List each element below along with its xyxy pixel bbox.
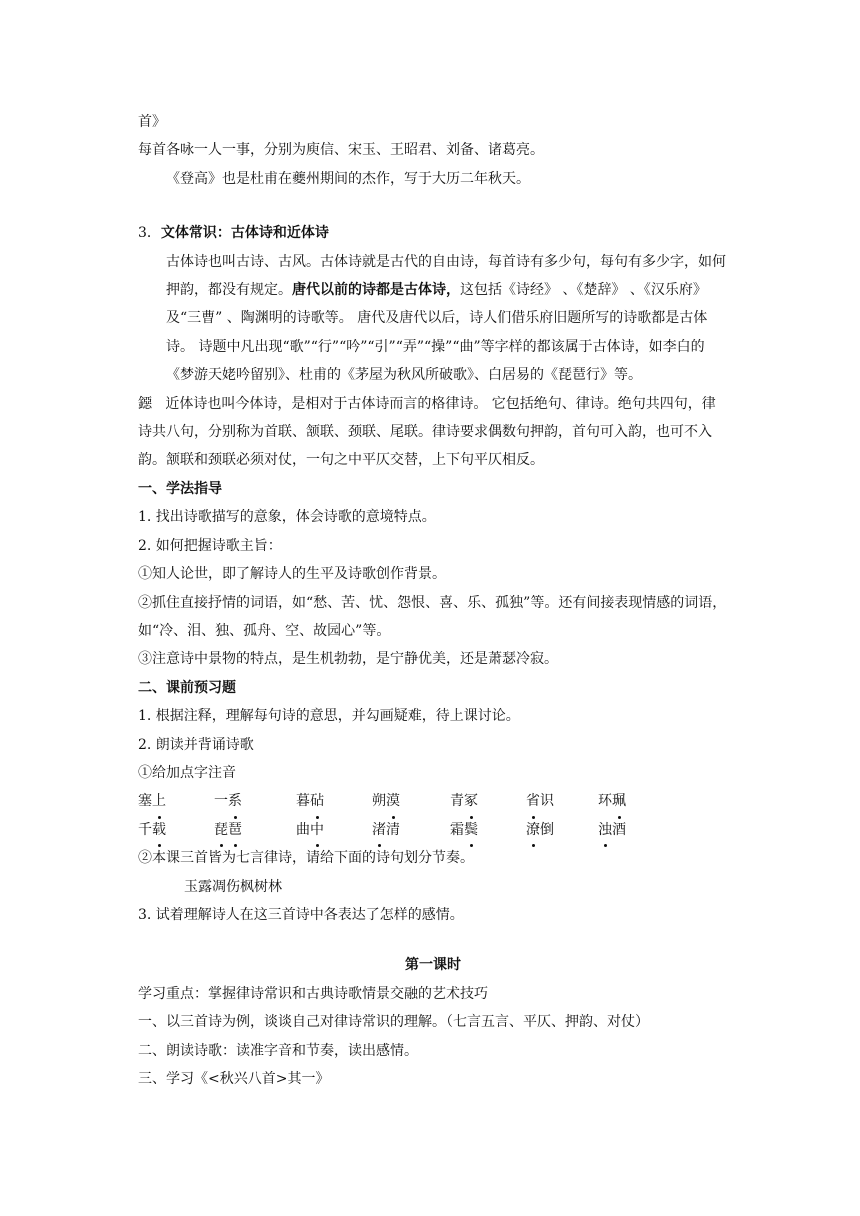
dotted-char: 渚 — [372, 816, 386, 844]
garbled-mark: 鐚 — [138, 395, 152, 412]
paragraph-text: 这包括《诗经》 、《楚辞》 、《汉乐府》 及“三曹” 、陶渊明的诗歌等。 唐代及唐代以后，诗人们借乐府旧题所写的诗歌都是古体诗。 诗题中凡出现“歌”“行”“吟”“引”“弄”“操”“曲”等字样的都该属于古体诗，如李白的《梦游天姥吟留别》、杜甫的《茅屋为秋风所破歌》、白居易的《琵琶行》等。 — [166, 282, 708, 384]
dotted-char: 珮 — [612, 787, 626, 815]
heading-study-guide: 一、学法指导 — [138, 480, 222, 497]
word-char: 清 — [386, 821, 400, 838]
dotted-char: 鬓 — [464, 816, 478, 844]
word-char: 曲 — [296, 821, 310, 838]
pinyin-word — [372, 816, 400, 844]
word-char: 环 — [598, 793, 612, 810]
paragraph-ancient-poetry — [138, 248, 728, 390]
spacer — [138, 193, 728, 219]
dotted-char: 琶 — [228, 816, 242, 844]
spacer — [138, 929, 728, 951]
pinyin-words-row-2 — [138, 816, 728, 844]
lesson-focus: 学习重点：掌握律诗常识和古典诗歌情景交融的艺术技巧 — [138, 985, 488, 1002]
pinyin-word — [598, 787, 626, 815]
dotted-char: 系 — [228, 787, 242, 815]
heading-preview-questions: 二、课前预习题 — [138, 679, 236, 696]
dotted-char: 省 — [526, 787, 540, 815]
pinyin-word — [138, 787, 166, 815]
word-char: 霜 — [450, 821, 464, 838]
paragraph-text: 古体诗也叫古诗、古风。古体诗就是古代的自由诗，每首诗有多少句，每句有多少字，如何押韵，都没有规定。 — [166, 253, 726, 299]
pinyin-word — [138, 816, 166, 844]
dotted-char: 上 — [152, 787, 166, 815]
list-item: 2. 如何把握诗歌主旨： — [138, 537, 282, 554]
word-char: 朔 — [372, 793, 386, 810]
paragraph-modern-poetry — [138, 390, 728, 475]
lesson-title: 第一课时 — [405, 957, 461, 974]
text-line: 《登高》也是杜甫在夔州期间的杰作，写于大历二年秋天。 — [166, 170, 530, 187]
document-page — [138, 108, 728, 1093]
dotted-char: 漠 — [386, 787, 400, 815]
section-number: 3． — [138, 225, 161, 242]
list-item: 3. 试着理解诗人在这三首诗中各表达了怎样的感情。 — [138, 906, 464, 923]
pinyin-word — [372, 787, 400, 815]
dotted-char: 载 — [152, 816, 166, 844]
word-char: 识 — [540, 793, 554, 810]
bold-statement: 唐代以前的诗都是古体诗， — [292, 282, 460, 299]
pinyin-word — [296, 787, 324, 815]
pinyin-word — [526, 816, 554, 844]
section-heading — [138, 219, 728, 247]
word-char: 青 — [450, 793, 464, 810]
word-char: 一 — [214, 793, 228, 810]
paragraph-text: 近体诗也叫今体诗，是相对于古体诗而言的格律诗。 它包括绝句、律诗。绝句共四句，律诗共八句，分别称为首联、颔联、颈联、尾联。律诗要求偶数句押韵，首句可入韵，也可不入韵。颔联和颈联必须对仗，一句之中平仄交替，上下句平仄相反。 — [138, 395, 716, 469]
pinyin-word — [450, 816, 478, 844]
word-char: 倒 — [540, 821, 554, 838]
list-item: ①给加点字注音 — [138, 764, 236, 781]
pinyin-word — [296, 816, 324, 844]
dotted-char: 琵 — [214, 816, 228, 844]
dotted-char: 冢 — [464, 787, 478, 815]
pinyin-words-row-1 — [138, 787, 728, 815]
poem-line: 玉露凋伤枫树林 — [184, 878, 282, 895]
section-title: 文体常识：古体诗和近体诗 — [160, 225, 329, 242]
list-item: ①知人论世，即了解诗人的生平及诗歌创作背景。 — [138, 566, 446, 583]
list-item: 1. 找出诗歌描写的意象，体会诗歌的意境特点。 — [138, 509, 436, 526]
pinyin-word — [214, 816, 242, 844]
word-char: 酒 — [612, 821, 626, 838]
dotted-char: 中 — [310, 816, 324, 844]
word-char: 暮 — [296, 793, 310, 810]
dotted-char: 潦 — [526, 816, 540, 844]
pinyin-word — [598, 816, 626, 844]
word-char: 千 — [138, 821, 152, 838]
lesson-step: 一、以三首诗为例，谈谈自己对律诗常识的理解。（七言五言、平仄、押韵、对仗） — [138, 1014, 649, 1031]
pinyin-word — [526, 787, 554, 815]
lesson-step: 三、学习《<秋兴八首>其一》 — [138, 1070, 330, 1087]
dotted-char: 浊 — [598, 816, 612, 844]
text-line: 首》 — [138, 114, 166, 130]
dotted-char: 砧 — [310, 787, 324, 815]
list-item: ③注意诗中景物的特点，是生机勃勃，是宁静优美，还是萧瑟冷寂。 — [138, 651, 558, 668]
list-item: ②抓住直接抒情的词语，如“愁、苦、忧、怨恨、喜、乐、孤独”等。还有间接表现情感的词语，如“冷、泪、独、孤舟、空、故园心”等。 — [138, 594, 727, 639]
list-item: ②本课三首皆为七言律诗，请给下面的诗句划分节奏。 — [138, 850, 474, 867]
word-char: 塞 — [138, 793, 152, 810]
text-line: 每首各咏一人一事，分别为庾信、宋玉、王昭君、刘备、诸葛亮。 — [138, 142, 544, 159]
pinyin-word — [214, 787, 242, 815]
lesson-step: 二、朗读诗歌：读准字音和节奏，读出感情。 — [138, 1042, 418, 1059]
list-item: 2. 朗读并背诵诗歌 — [138, 736, 254, 753]
pinyin-word — [450, 787, 478, 815]
list-item: 1. 根据注释，理解每句诗的意思，并勾画疑难，待上课讨论。 — [138, 708, 520, 725]
